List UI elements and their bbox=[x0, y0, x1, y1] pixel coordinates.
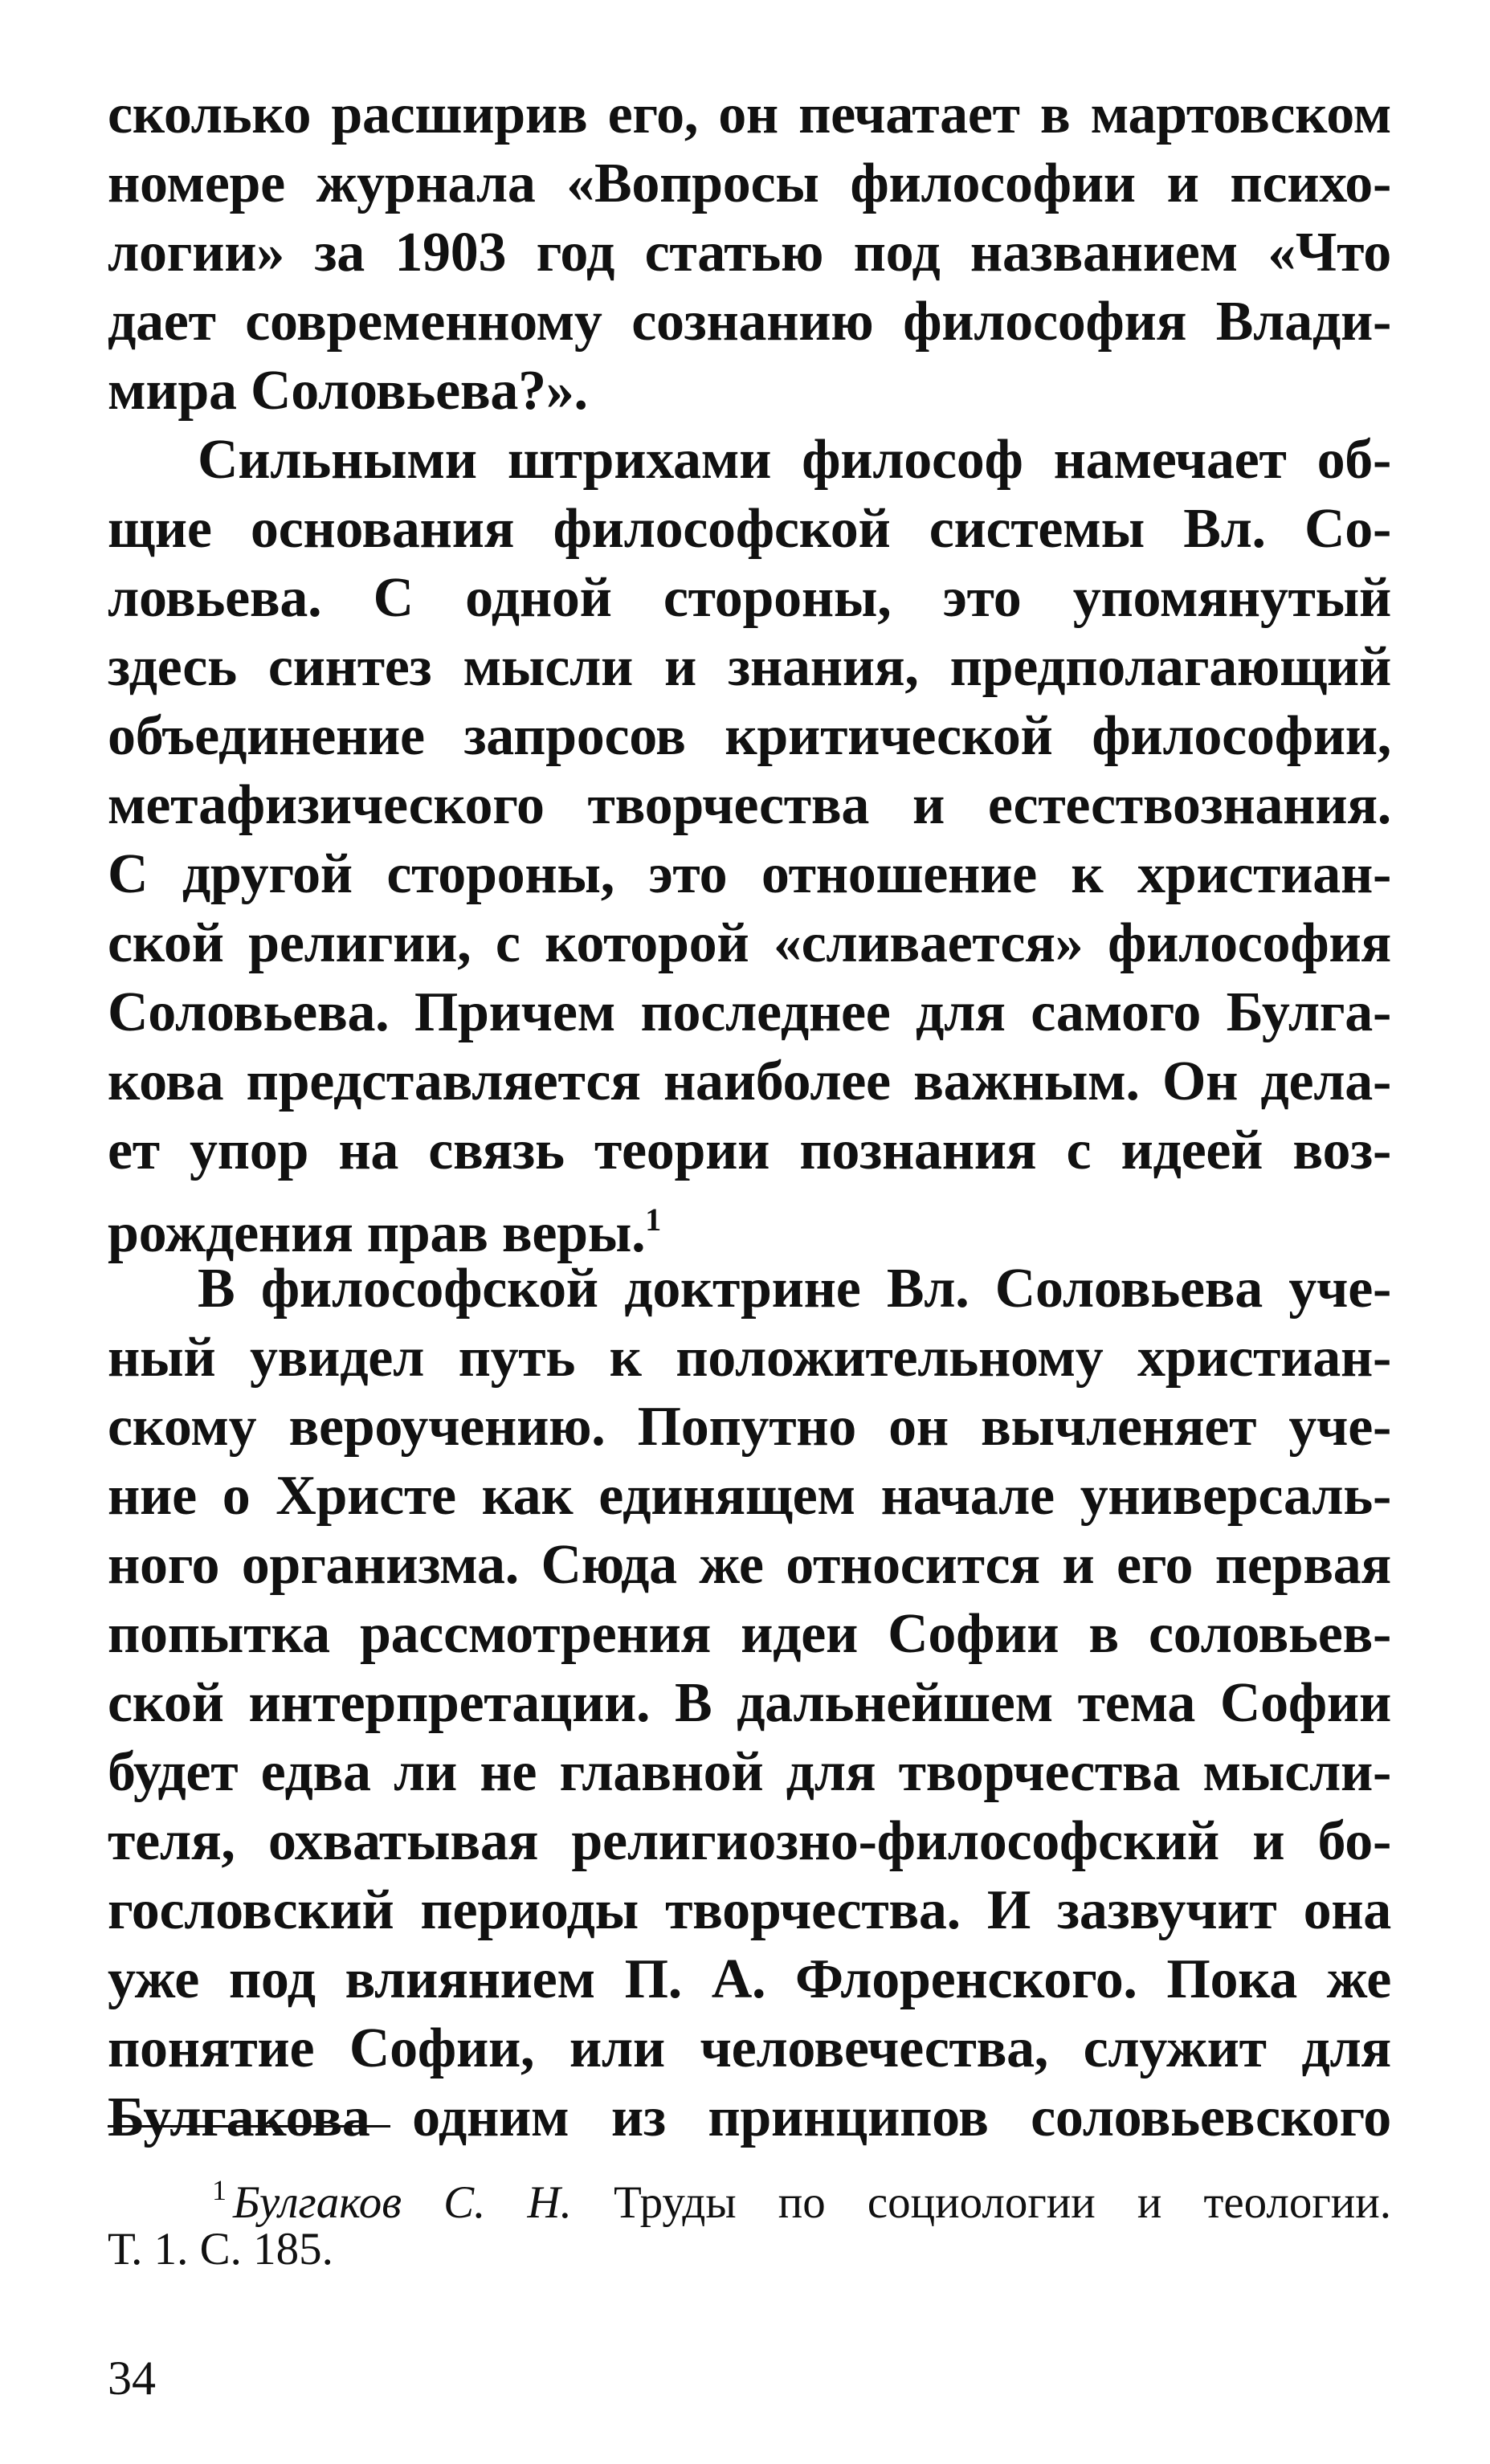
paragraph-3 bbox=[108, 1254, 1391, 2152]
paragraph-1 bbox=[108, 80, 1391, 426]
paragraph-3-line-1: В философской доктрине Вл. Соловьева уче- bbox=[198, 1258, 1391, 1320]
paragraph-2-line-9: Соловьева. Причем последнее для самого Булга- bbox=[108, 981, 1391, 1043]
page-body bbox=[108, 80, 1391, 2152]
paragraph-2-line-12 bbox=[108, 1185, 1391, 1264]
paragraph-3-line-8: будет едва ли не главной для творчества мысли- bbox=[108, 1741, 1391, 1803]
paragraph-2-line-8: ской религии, с которой «сливается» философия bbox=[108, 912, 1391, 974]
paragraph-3-line-9: теля, охватывая религиозно-философский и бо- bbox=[108, 1810, 1391, 1872]
paragraph-2-line-10: кова представляется наиболее важным. Он дела- bbox=[108, 1050, 1391, 1112]
paragraph-2-line-2: щие основания философской системы Вл. Со- bbox=[108, 498, 1391, 560]
paragraph-2-line-7: С другой стороны, это отношение к христиан- bbox=[108, 843, 1391, 905]
paragraph-2-line-5: объединение запросов критической философии, bbox=[108, 705, 1391, 767]
paragraph-3-line-7: ской интерпретации. В дальнейшем тема Софии bbox=[108, 1672, 1391, 1734]
paragraph-2-last-text: рождения прав веры. bbox=[108, 1202, 646, 1264]
paragraph-2-line-3: ловьева. С одной стороны, это упомянутый bbox=[108, 567, 1391, 629]
footnote-title: Труды по социологии и теологии. bbox=[614, 2177, 1391, 2228]
paragraph-1-line-3: логии» за 1903 год статью под названием «Что bbox=[108, 222, 1391, 284]
paragraph-2-line-4: здесь синтез мысли и знания, предполагающий bbox=[108, 636, 1391, 698]
paragraph-3-line-11: уже под влиянием П. А. Флоренского. Пока же bbox=[108, 1948, 1391, 2010]
paragraph-3-line-3: скому вероучению. Попутно он вычленяет уче- bbox=[108, 1396, 1391, 1458]
footnote-reference[interactable]: 1 bbox=[645, 1201, 661, 1238]
paragraph-3-line-10: гословский периоды творчества. И зазвучит она bbox=[108, 1879, 1391, 1941]
paragraph-3-line-4: ние о Христе как единящем начале универсаль- bbox=[108, 1465, 1391, 1527]
footnote-divider bbox=[108, 2125, 390, 2127]
paragraph-3-line-12: понятие Софии, или человечества, служит для bbox=[108, 2017, 1391, 2079]
paragraph-3-line-5: ного организма. Сюда же относится и его первая bbox=[108, 1534, 1391, 1596]
paragraph-2 bbox=[108, 426, 1391, 1264]
paragraph-3-line-2: ный увидел путь к положительному христиан- bbox=[108, 1327, 1391, 1389]
paragraph-2-line-6: метафизического творчества и естествознания. bbox=[108, 774, 1391, 836]
paragraph-2-line-1: Сильными штрихами философ намечает об- bbox=[198, 429, 1391, 491]
paragraph-1-line-5: мира Соловьева?». bbox=[108, 360, 588, 422]
footnote-line-1 bbox=[108, 2160, 1391, 2228]
page-number: 34 bbox=[108, 2352, 156, 2405]
paragraph-3-line-6: попытка рассмотрения идеи Софии в соловьев- bbox=[108, 1603, 1391, 1665]
footnote-mark: 1 bbox=[212, 2174, 227, 2206]
paragraph-3-line-13: Булгакова одним из принципов соловьевского bbox=[108, 2087, 1391, 2148]
paragraph-1-line-4: дает современному сознанию философия Влади- bbox=[108, 291, 1391, 353]
paragraph-1-line-1: сколько расширив его, он печатает в мартовском bbox=[108, 84, 1391, 145]
paragraph-2-line-11: ет упор на связь теории познания с идеей воз- bbox=[108, 1120, 1391, 1181]
footnote-author: Булгаков С. Н. bbox=[233, 2177, 572, 2228]
footnote bbox=[108, 2160, 1391, 2279]
footnote-line-2: Т. 1. С. 185. bbox=[108, 2224, 333, 2274]
paragraph-1-line-2: номере журнала «Вопросы философии и психо- bbox=[108, 153, 1391, 214]
